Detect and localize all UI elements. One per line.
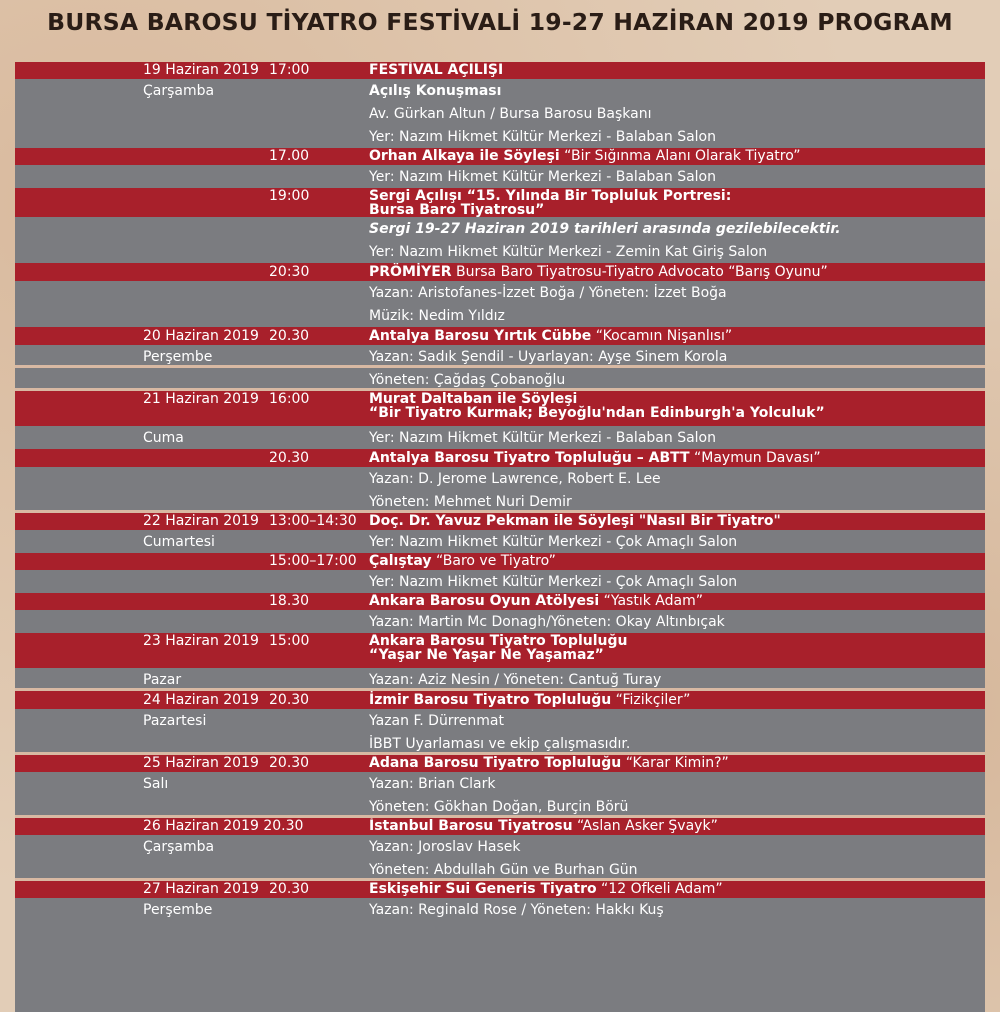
description-text: İBBT Uyarlaması ve ekip çalışmasıdır. — [369, 736, 631, 752]
program-row — [15, 345, 985, 368]
description-text: Yöneten: Abdullah Gün ve Burhan Gün — [369, 862, 638, 878]
description-line — [369, 284, 727, 302]
program-description — [369, 838, 521, 856]
description-line — [369, 755, 729, 772]
description-line — [369, 861, 638, 879]
program-date: 20 Haziran 2019 — [143, 328, 259, 344]
program-description — [369, 533, 737, 551]
program-date: Pazar — [143, 672, 182, 688]
program-row — [15, 795, 985, 818]
program-row — [15, 263, 985, 281]
program-description — [369, 613, 725, 631]
program-description — [369, 82, 501, 100]
description-line — [369, 881, 723, 898]
description-extra: “Karar Kimin?” — [621, 755, 729, 771]
program-description — [369, 243, 767, 261]
program-time: 17:00 — [269, 62, 310, 78]
description-extra: “Bir Sığınma Alanı Olarak Tiyatro” — [559, 148, 801, 164]
description-text: Yazan F. Dürrenmat — [369, 713, 504, 729]
program-description — [369, 220, 841, 238]
program-row — [15, 188, 985, 217]
program-table — [15, 62, 985, 1012]
description-line — [369, 573, 737, 591]
description-extra: “Kocamın Nişanlısı” — [591, 328, 733, 344]
description-line — [369, 220, 841, 238]
program-row — [15, 426, 985, 449]
program-row — [15, 327, 985, 345]
page-title: BURSA BAROSU TİYATRO FESTİVALİ 19-27 HAZİRAN 2019 PROGRAM — [47, 8, 953, 36]
description-line — [369, 327, 732, 345]
description-extra: “Baro ve Tiyatro” — [431, 553, 556, 569]
program-description — [369, 818, 718, 835]
program-date: Perşembe — [143, 349, 213, 365]
program-date: Salı — [143, 776, 169, 792]
description-line — [369, 148, 801, 165]
program-row — [15, 835, 985, 858]
description-text: Müzik: Nedim Yıldız — [369, 308, 505, 324]
description-line — [369, 307, 505, 325]
program-description — [369, 712, 504, 730]
program-time: 20.30 — [269, 450, 310, 466]
program-date: 21 Haziran 2019 — [143, 391, 259, 407]
program-row — [15, 449, 985, 467]
program-description — [369, 470, 661, 488]
program-date: Çarşamba — [143, 839, 215, 855]
program-description — [369, 573, 737, 591]
description-text: Murat Daltaban ile Söyleşi — [369, 391, 578, 407]
program-row — [15, 818, 985, 835]
description-extra: Bursa Baro Tiyatrosu-Tiyatro Advocato “Barış Oyunu” — [451, 264, 828, 280]
description-extra: “Aslan Asker Şvayk” — [572, 818, 718, 834]
program-date: 22 Haziran 2019 — [143, 513, 259, 529]
description-line — [369, 62, 503, 79]
program-description — [369, 307, 505, 325]
program-row — [15, 165, 985, 188]
description-text: Yer: Nazım Hikmet Kültür Merkezi - Çok Amaçlı Salon — [369, 574, 738, 590]
program-description — [369, 553, 556, 570]
program-description — [369, 634, 627, 662]
description-line-2: Bursa Baro Tiyatrosu” — [369, 202, 545, 217]
program-row — [15, 570, 985, 593]
program-time: 20.30 — [269, 692, 310, 708]
description-line — [369, 671, 661, 689]
description-text: İzmir Barosu Tiyatro Topluluğu — [369, 692, 612, 708]
description-text: Ankara Barosu Tiyatro Topluluğu — [369, 633, 628, 649]
program-description — [369, 901, 664, 919]
description-line — [369, 691, 690, 709]
description-line — [369, 634, 627, 648]
program-row — [15, 125, 985, 148]
program-time: 18.30 — [269, 593, 310, 609]
description-text: Yer: Nazım Hikmet Kültür Merkezi - Çok Amaçlı Salon — [369, 534, 738, 550]
program-time: 16:00 — [269, 391, 310, 407]
program-description — [369, 189, 731, 217]
program-row — [15, 148, 985, 165]
program-time: 20.30 — [269, 755, 310, 771]
description-line — [369, 513, 781, 530]
description-line — [369, 105, 651, 123]
program-time: 20.30 — [269, 328, 310, 344]
description-text: Antalya Barosu Yırtık Cübbe — [369, 328, 592, 344]
program-description — [369, 881, 723, 898]
description-text: Sergi 19-27 Haziran 2019 tarihleri arasında gezilebilecektir. — [369, 221, 841, 237]
description-line — [369, 735, 630, 753]
description-line — [369, 593, 703, 610]
description-line — [369, 901, 664, 919]
description-line — [369, 553, 556, 570]
description-line — [369, 128, 716, 146]
description-text: Yazan: Aziz Nesin / Yöneten: Cantuğ Turay — [369, 672, 662, 688]
description-line — [369, 798, 628, 816]
description-line — [369, 348, 727, 366]
program-description — [369, 513, 781, 530]
description-line — [369, 392, 825, 406]
program-description — [369, 861, 638, 879]
program-date: 23 Haziran 2019 — [143, 633, 259, 649]
program-row — [15, 593, 985, 610]
description-extra: “12 Öfkeli Adam” — [596, 881, 723, 897]
program-row — [15, 732, 985, 755]
program-description — [369, 798, 628, 816]
program-row — [15, 102, 985, 125]
program-row — [15, 755, 985, 772]
program-description — [369, 348, 727, 366]
program-row — [15, 530, 985, 553]
program-time: 13:00–14:30 — [269, 513, 357, 529]
description-line — [369, 243, 767, 261]
description-line — [369, 838, 521, 856]
program-row — [15, 858, 985, 881]
program-description — [369, 371, 565, 389]
program-row — [15, 467, 985, 490]
program-row — [15, 668, 985, 691]
description-text: Yazan: Reginald Rose / Yöneten: Hakkı Kuş — [369, 902, 664, 918]
description-extra: “Yastık Adam” — [599, 593, 703, 609]
description-text: Yazan: Sadık Şendil - Uyarlayan: Ayşe Sinem Korola — [369, 349, 728, 365]
description-text: Eskişehir Sui Generis Tiyatro — [369, 881, 597, 897]
description-extra: “Fizikçiler” — [611, 692, 691, 708]
program-date: 19 Haziran 2019 — [143, 62, 259, 78]
program-description — [369, 392, 825, 420]
description-text: Doç. Dr. Yavuz Pekman ile Söyleşi "Nasıl Bir Tiyatro" — [369, 513, 781, 529]
program-row — [15, 691, 985, 709]
program-date: Pazartesi — [143, 713, 207, 729]
program-row — [15, 240, 985, 263]
description-line — [369, 470, 661, 488]
description-line — [369, 533, 737, 551]
program-date: 27 Haziran 2019 — [143, 881, 259, 897]
description-text: Yöneten: Mehmet Nuri Demir — [369, 494, 572, 510]
description-text: Yer: Nazım Hikmet Kültür Merkezi - Zemin Kat Giriş Salon — [369, 244, 768, 260]
description-text: PRÖMİYER — [369, 264, 452, 280]
program-row — [15, 610, 985, 633]
program-row — [15, 513, 985, 530]
description-text: Adana Barosu Tiyatro Topluluğu — [369, 755, 622, 771]
description-line — [369, 168, 716, 186]
program-time: 15:00–17:00 — [269, 553, 357, 569]
description-text: Yazan: D. Jerome Lawrence, Robert E. Lee — [369, 471, 661, 487]
program-date: Cuma — [143, 430, 184, 446]
program-row — [15, 898, 985, 921]
description-text: Yer: Nazım Hikmet Kültür Merkezi - Balaban Salon — [369, 129, 716, 145]
description-extra: “Maymun Davası” — [689, 450, 821, 466]
program-row — [15, 633, 985, 668]
description-line — [369, 818, 718, 835]
program-description — [369, 449, 821, 467]
program-description — [369, 284, 727, 302]
program-description — [369, 493, 572, 511]
program-time: 20:30 — [269, 264, 310, 280]
program-row — [15, 62, 985, 79]
program-row — [15, 79, 985, 102]
description-text: Yazan: Joroslav Hasek — [369, 839, 521, 855]
program-date: Perşembe — [143, 902, 213, 918]
description-line — [369, 263, 828, 281]
program-description — [369, 691, 690, 709]
program-date: 26 Haziran 2019 20.30 — [143, 818, 304, 834]
description-text: Antalya Barosu Tiyatro Topluluğu – ABTT — [369, 450, 690, 466]
description-line — [369, 613, 725, 631]
description-text: Yöneten: Gökhan Doğan, Burçin Börü — [369, 799, 629, 815]
description-line-2: “Bir Tiyatro Kurmak; Beyoğlu'ndan Edinburgh'a Yolculuk” — [369, 405, 825, 421]
description-line — [369, 712, 504, 730]
description-line — [369, 189, 731, 203]
program-row — [15, 368, 985, 391]
description-text: FESTİVAL AÇILIŞI — [369, 62, 504, 78]
description-text: İstanbul Barosu Tiyatrosu — [369, 818, 573, 834]
program-description — [369, 735, 630, 753]
program-description — [369, 671, 661, 689]
program-row — [15, 391, 985, 426]
description-text: Sergi Açılışı “15. Yılında Bir Topluluk Portresi: — [369, 188, 732, 204]
program-description — [369, 128, 716, 146]
program-row — [15, 217, 985, 240]
program-date: Çarşamba — [143, 83, 215, 99]
description-text: Yer: Nazım Hikmet Kültür Merkezi - Balaban Salon — [369, 430, 716, 446]
program-description — [369, 168, 716, 186]
program-time: 17.00 — [269, 148, 310, 164]
program-date: Cumartesi — [143, 534, 215, 550]
description-line — [369, 493, 572, 511]
description-text: Yazan: Brian Clark — [369, 776, 496, 792]
description-text: Açılış Konuşması — [369, 83, 502, 99]
description-line — [369, 371, 565, 389]
description-text: Orhan Alkaya ile Söyleşi — [369, 148, 560, 164]
program-row — [15, 709, 985, 732]
description-text: Çalıştay — [369, 553, 432, 569]
program-row — [15, 304, 985, 327]
program-row — [15, 490, 985, 513]
program-description — [369, 327, 732, 345]
program-description — [369, 62, 503, 79]
program-row — [15, 281, 985, 304]
description-line — [369, 429, 716, 447]
program-time: 19:00 — [269, 188, 310, 204]
program-description — [369, 105, 651, 123]
description-line — [369, 449, 821, 467]
description-line — [369, 82, 501, 100]
program-date: 25 Haziran 2019 — [143, 755, 259, 771]
program-row — [15, 772, 985, 795]
description-text: Yer: Nazım Hikmet Kültür Merkezi - Balaban Salon — [369, 169, 716, 185]
description-line — [369, 775, 495, 793]
program-time: 20.30 — [269, 881, 310, 897]
program-description — [369, 148, 801, 165]
program-row — [15, 553, 985, 570]
program-description — [369, 263, 828, 281]
program-row — [15, 881, 985, 898]
program-description — [369, 593, 703, 610]
description-text: Yazan: Aristofanes-İzzet Boğa / Yöneten: İzzet Boğa — [369, 285, 727, 301]
program-description — [369, 429, 716, 447]
description-text: Yöneten: Çağdaş Çobanoğlu — [369, 372, 566, 388]
program-description — [369, 775, 495, 793]
program-description — [369, 755, 729, 772]
program-time: 15:00 — [269, 633, 310, 649]
program-date: 24 Haziran 2019 — [143, 692, 259, 708]
description-text: Ankara Barosu Oyun Atölyesi — [369, 593, 600, 609]
description-text: Yazan: Martin Mc Donagh/Yöneten: Okay Altınbıçak — [369, 614, 725, 630]
description-line-2: “Yaşar Ne Yaşar Ne Yaşamaz” — [369, 647, 604, 663]
description-text: Av. Gürkan Altun / Bursa Barosu Başkanı — [369, 106, 652, 122]
